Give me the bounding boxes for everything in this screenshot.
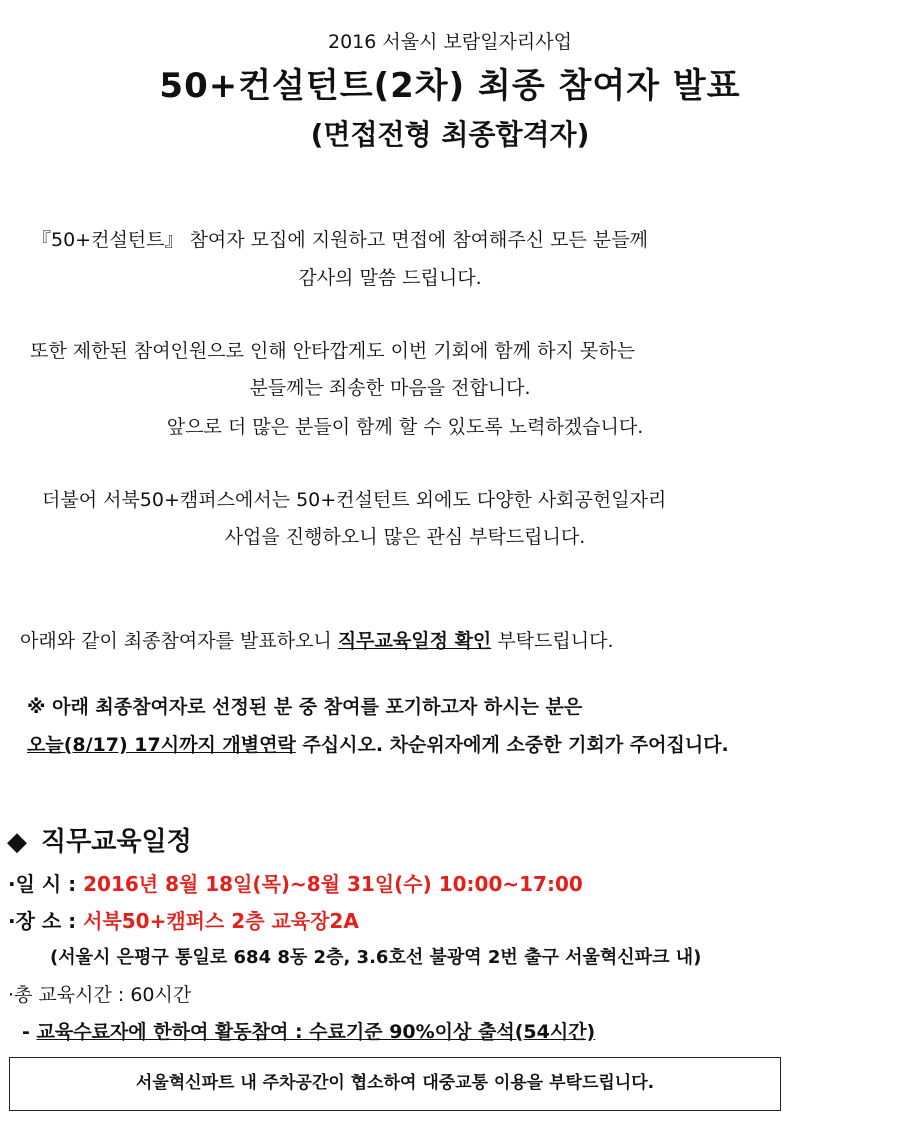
apology-paragraph-line3: 앞으로 더 많은 분들이 함께 할 수 있도록 노력하겠습니다. bbox=[166, 416, 644, 438]
schedule-date-value: 2016년 8월 18일(목)~8월 31일(수) 10:00~17:00 bbox=[83, 872, 583, 896]
campus-paragraph-line1: 더불어 서북50+캠퍼스에서는 50+컨설턴트 외에도 다양한 사회공헌일자리 bbox=[42, 489, 667, 511]
announcement-suffix: 부탁드립니다. bbox=[491, 630, 614, 652]
campus-paragraph-line2: 사업을 진행하오니 많은 관심 부탁드립니다. bbox=[224, 526, 586, 548]
schedule-total-hours: ·총 교육시간 : 60시간 bbox=[8, 984, 192, 1006]
schedule-place-value: 서북50+캠퍼스 2층 교육장2A bbox=[83, 909, 359, 933]
schedule-address: (서울시 은평구 통일로 684 8동 2층, 3.6호선 불광역 2번 출구 서울혁신파크 내) bbox=[50, 947, 702, 968]
thanks-paragraph-line2: 감사의 말씀 드립니다. bbox=[298, 267, 482, 289]
training-schedule-link-text: 직무교육일정 확인 bbox=[337, 630, 492, 652]
schedule-date-row bbox=[8, 874, 583, 894]
apology-paragraph-line1: 또한 제한된 참여인원으로 인해 안타깝게도 이번 기회에 함께 하지 못하는 bbox=[30, 340, 635, 362]
parking-notice-box bbox=[9, 1057, 781, 1111]
completion-dash: - bbox=[22, 1021, 37, 1043]
page-subtitle: (면접전형 최종합격자) bbox=[310, 118, 590, 151]
completion-requirement: 교육수료자에 한하여 활동참여 : 수료기준 90%이상 출석(54시간) bbox=[36, 1021, 596, 1043]
schedule-heading-text: 직무교육일정 bbox=[41, 827, 192, 857]
completion-requirement-row bbox=[22, 1023, 595, 1042]
announcement-line bbox=[20, 632, 614, 651]
announcement-prefix: 아래와 같이 최종참여자를 발표하오니 bbox=[20, 630, 338, 652]
schedule-place-label: ·장 소 : bbox=[8, 909, 84, 933]
withdrawal-notice-line1: ※ 아래 최종참여자로 선정된 분 중 참여를 포기하고자 하시는 분은 bbox=[27, 696, 583, 718]
withdrawal-notice-rest: 주십시오. 차순위자에게 소중한 기회가 주어집니다. bbox=[295, 734, 729, 756]
schedule-heading bbox=[7, 829, 192, 855]
thanks-paragraph-line1: 『50+컨설턴트』 참여자 모집에 지원하고 면접에 참여해주신 모든 분들께 bbox=[32, 229, 648, 251]
apology-paragraph-line2: 분들께는 죄송한 마음을 전합니다. bbox=[249, 377, 531, 399]
contact-deadline: 오늘(8/17) 17시까지 개별연락 bbox=[27, 734, 296, 756]
schedule-place-row bbox=[8, 911, 359, 931]
diamond-bullet-icon: ◆ bbox=[7, 827, 27, 857]
notice-year-subtitle: 2016 서울시 보람일자리사업 bbox=[328, 31, 572, 53]
schedule-date-label: ·일 시 : bbox=[8, 872, 84, 896]
withdrawal-notice-line2 bbox=[27, 736, 729, 755]
page-title: 50+컨설턴트(2차) 최종 참여자 발표 bbox=[159, 66, 741, 106]
parking-notice-text: 서울혁신파트 내 주차공간이 협소하여 대중교통 이용을 부탁드립니다. bbox=[135, 1073, 655, 1093]
